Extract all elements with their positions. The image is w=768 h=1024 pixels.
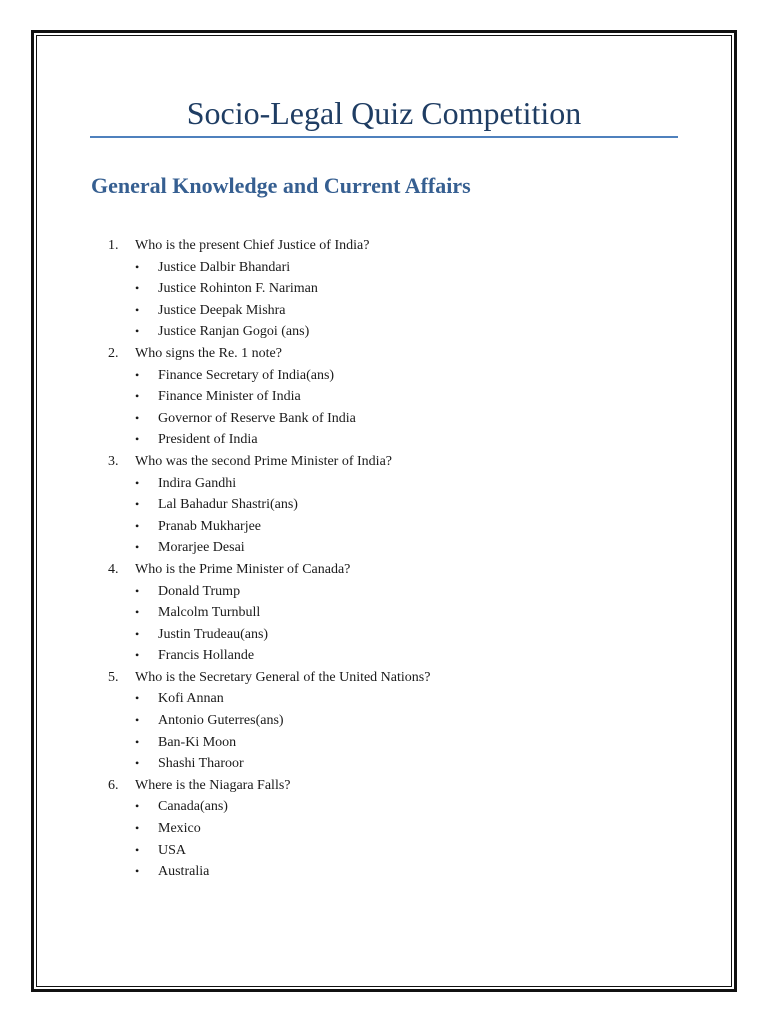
question-number: 5. [108,669,119,685]
option-text: Antonio Guterres(ans) [158,713,284,729]
answer-option [108,365,668,387]
bullet-icon: • [135,540,140,555]
bullet-icon: • [135,648,140,663]
bullet-icon: • [135,475,140,490]
answer-option [108,386,668,408]
answer-option [108,688,668,710]
option-text: Justice Dalbir Bhandari [158,259,291,275]
bullet-icon: • [135,842,140,857]
bullet-icon: • [135,799,140,814]
title-underline [90,136,678,138]
option-text: USA [158,842,187,858]
bullet-icon: • [135,691,140,706]
question-text: Who was the second Prime Minister of India? [135,453,392,469]
answer-option [108,429,668,451]
question-number: 3. [108,453,119,469]
bullet-icon: • [135,864,140,879]
question-number: 6. [108,777,119,793]
answer-option [108,818,668,840]
answer-option [108,840,668,862]
question-item [108,559,668,581]
question-number: 4. [108,561,119,577]
question-item [108,451,668,473]
bullet-icon: • [135,367,140,382]
option-text: Shashi Tharoor [158,756,244,772]
option-text: Lal Bahadur Shastri(ans) [158,497,298,513]
answer-option [108,753,668,775]
bullet-icon: • [135,626,140,641]
answer-option [108,257,668,279]
option-text: Justice Ranjan Gogoi (ans) [158,324,310,340]
answer-option [108,710,668,732]
answer-option [108,537,668,559]
option-text: President of India [158,432,258,448]
bullet-icon: • [135,583,140,598]
option-text: Governor of Reserve Bank of India [158,410,356,426]
option-text: Justin Trudeau(ans) [158,626,269,642]
option-text: Australia [158,864,210,880]
question-item [108,343,668,365]
bullet-icon: • [135,389,140,404]
answer-option [108,408,668,430]
option-text: Mexico [158,821,201,837]
bullet-icon: • [135,734,140,749]
bullet-icon: • [135,281,140,296]
answer-option [108,321,668,343]
answer-option [108,278,668,300]
bullet-icon: • [135,432,140,447]
bullet-icon: • [135,410,140,425]
bullet-icon: • [135,259,140,274]
question-text: Who signs the Re. 1 note? [135,345,282,361]
option-text: Malcolm Turnbull [158,605,261,621]
question-item [108,667,668,689]
answer-option [108,861,668,883]
option-text: Finance Minister of India [158,389,301,405]
bullet-icon: • [135,324,140,339]
quiz-list [108,235,668,883]
bullet-icon: • [135,713,140,728]
bullet-icon: • [135,756,140,771]
bullet-icon: • [135,497,140,512]
section-heading: General Knowledge and Current Affairs [91,173,471,198]
bullet-icon: • [135,821,140,836]
bullet-icon: • [135,518,140,533]
question-item [108,235,668,257]
question-number: 1. [108,238,119,253]
question-text: Who is the Secretary General of the United Nations? [135,669,431,685]
option-text: Justice Rohinton F. Nariman [158,281,318,297]
option-text: Francis Hollande [158,648,255,664]
answer-option [108,645,668,667]
answer-option [108,796,668,818]
bullet-icon: • [135,302,140,317]
option-text: Canada(ans) [158,799,228,815]
answer-option [108,624,668,646]
answer-option [108,300,668,322]
answer-option [108,581,668,603]
option-text: Kofi Annan [158,691,224,707]
option-text: Donald Trump [158,583,241,599]
answer-option [108,473,668,495]
question-item [108,775,668,797]
answer-option [108,494,668,516]
bullet-icon: • [135,605,140,620]
option-text: Ban-Ki Moon [158,734,237,750]
option-text: Justice Deepak Mishra [158,302,286,318]
answer-option [108,516,668,538]
document-title: Socio-Legal Quiz Competition [186,95,582,131]
question-number: 2. [108,345,119,361]
answer-option [108,732,668,754]
answer-option [108,602,668,624]
question-text: Who is the Prime Minister of Canada? [135,561,351,577]
option-text: Indira Gandhi [158,475,237,491]
option-text: Morarjee Desai [158,540,245,556]
option-text: Pranab Mukharjee [158,518,262,534]
option-text: Finance Secretary of India(ans) [158,367,335,383]
question-text: Who is the present Chief Justice of India? [135,238,370,253]
question-text: Where is the Niagara Falls? [135,777,291,793]
